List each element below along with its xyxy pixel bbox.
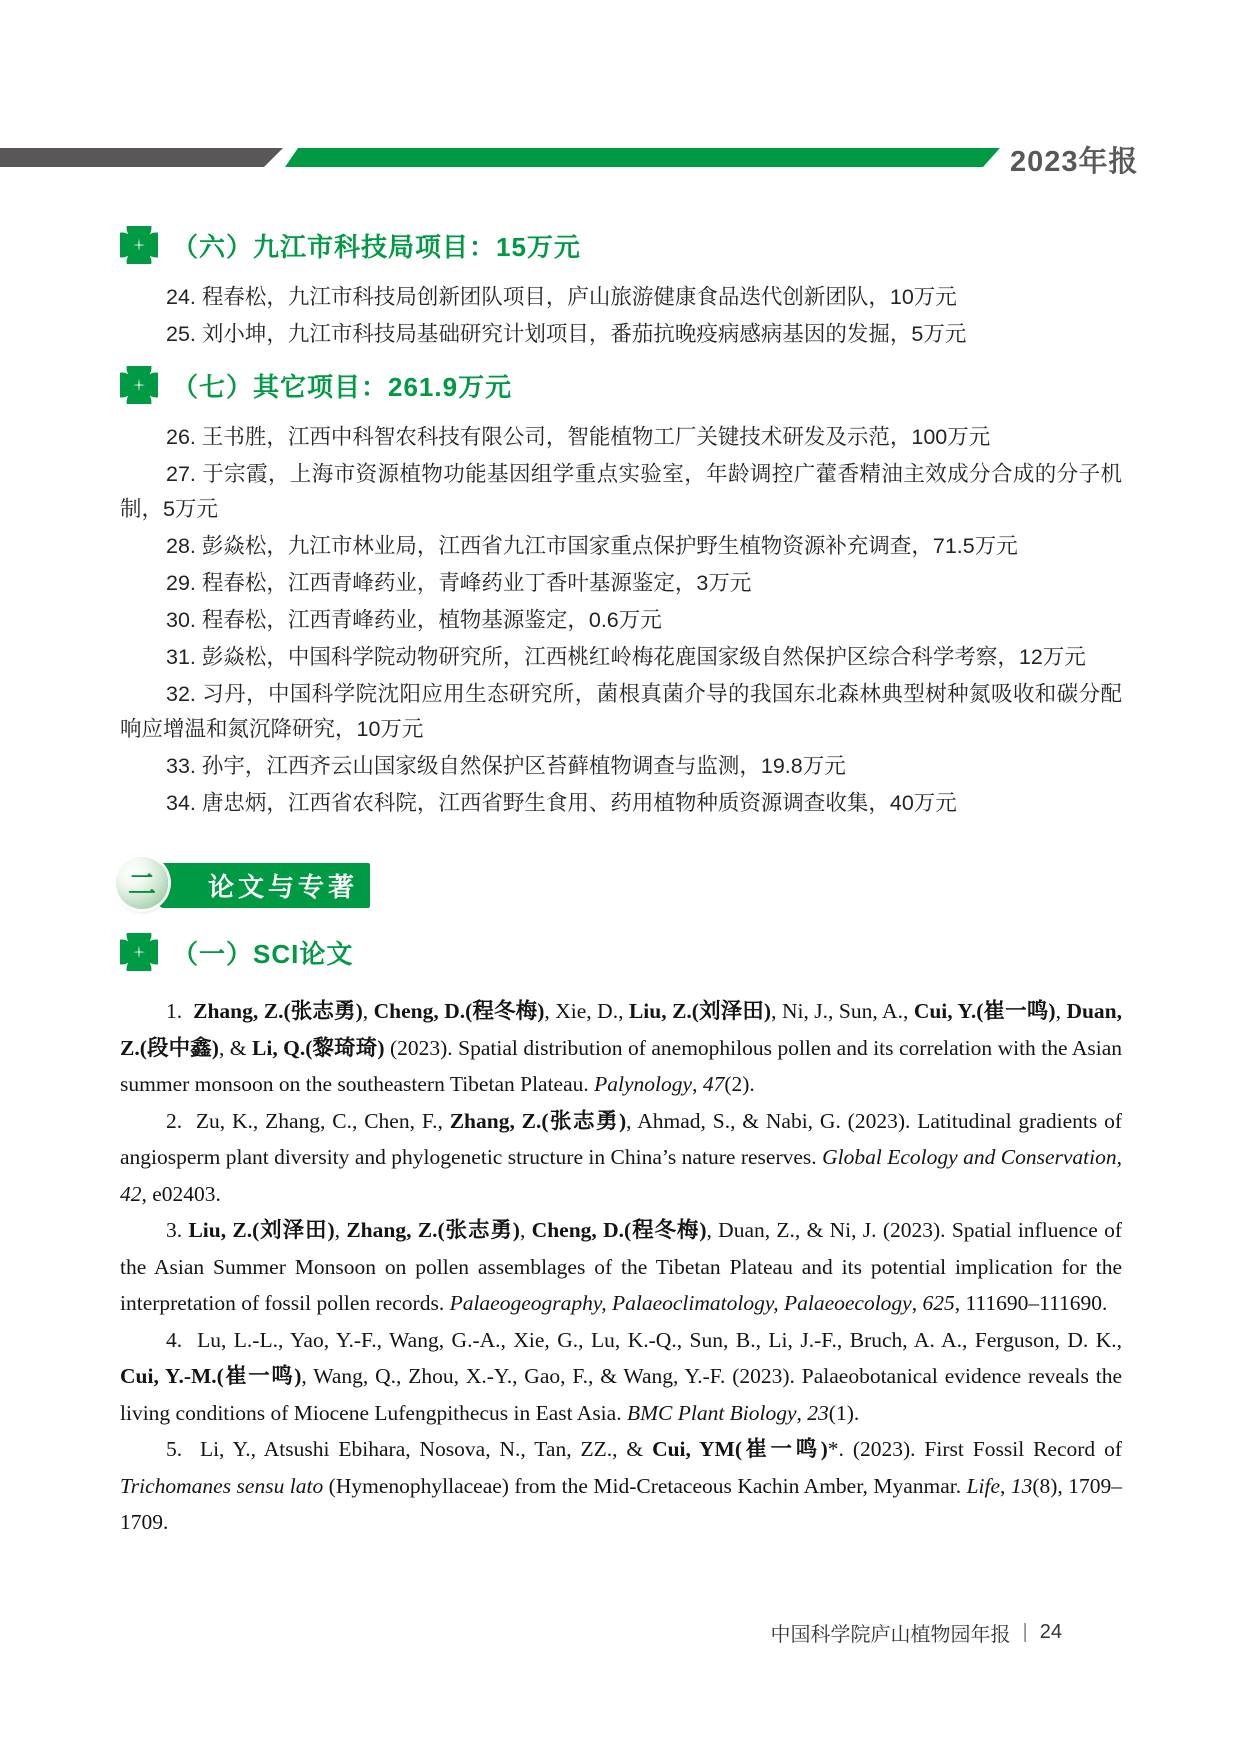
section-heading-text: （一）SCI论文 [172,938,354,969]
footer-separator: | [1022,1621,1028,1643]
clover-icon [120,226,158,264]
section-heading-sci [120,933,1122,971]
reference-item: 3. Liu, Z.(刘泽田), Zhang, Z.(张志勇), Cheng, D.(程冬梅), Duan, Z., & Ni, J. (2023). Spatial influence of the Asian Summer Monsoon on pollen assemblages of the Tibetan Plateau and its potential implication for the interpretation of fossil pollen records. Palaeogeography, Palaeoclimatology, Palaeoecology, 625, 111690–111690. [120,1218,1123,1315]
project-item: 33. 孙宇，江西齐云山国家级自然保护区苔藓植物调查与监测，19.8万元 [166,754,846,778]
clover-icon [120,366,158,404]
page-number: 24 [1039,1621,1062,1643]
project-item: 26. 王书胜，江西中科智农科技有限公司，智能植物工厂关键技术研发及示范，100万元 [166,425,991,449]
reference-item: 5. Li, Y., Atsushi Ebihara, Nosova, N., Tan, ZZ., & Cui, YM(崔一鸣)*. (2023). First Fossil Record of Trichomanes sensu lato (Hymenophyllaceae) from the Mid-Cretaceous Kachin Amber, Myanmar. Life, 13(8), 1709–1709. [120,1437,1122,1534]
project-list-six [120,280,1122,352]
project-item: 31. 彭焱松，中国科学院动物研究所，江西桃红岭梅花鹿国家级自然保护区综合科学考察，12万元 [166,645,1086,669]
reference-item: 1. Zhang, Z.(张志勇), Cheng, D.(程冬梅), Xie, D., Liu, Z.(刘泽田), Ni, J., Sun, A., Cui, Y.(崔一鸣), Duan, Z.(段中鑫), & Li, Q.(黎琦琦) (2023). Spatial distribution of anemophilous pollen and its correlation with the Asian summer monsoon on the southeastern Tibetan Plateau. Palynology, 47(2). [120,999,1123,1096]
section-heading-text: （六）九江市科技局项目：15万元 [172,231,581,262]
page-header [0,146,1240,178]
project-item: 25. 刘小坤，九江市科技局基础研究计划项目，番茄抗晚疫病感病基因的发掘，5万元 [166,322,967,346]
reference-item: 4. Lu, L.-L., Yao, Y.-F., Wang, G.-A., Xie, G., Lu, K.-Q., Sun, B., Li, J.-F., Bruch, A. A., Ferguson, D. K., Cui, Y.-M.(崔一鸣), Wang, Q., Zhou, X.-Y., Gao, F., & Wang, Y.-F. (2023). Palaeobotanical evidence reveals the living conditions of Miocene Lufengpithecus in East Asia. BMC Plant Biology, 23(1). [120,1327,1122,1425]
footer-label: 中国科学院庐山植物园年报 [770,1624,1011,1646]
section-jiujiang-projects [120,226,1122,352]
papers-section-banner [120,861,1122,911]
project-item: 32. 习丹，中国科学院沈阳应用生态研究所，菌根真菌介导的我国东北森林典型树种氮吸收和碳分配响应增温和氮沉降研究，10万元 [120,682,1122,741]
section-number-text: 二 [127,869,156,900]
reference-item: 2. Zu, K., Zhang, C., Chen, F., Zhang, Z.(张志勇), Ahmad, S., & Nabi, G. (2023). Latitudinal gradients of angiosperm plant diversity and phylogenetic structure in China’s nature reserves. Global Ecology and Conservation, 42, e02403. [120,1108,1123,1206]
section-number-badge [116,857,168,909]
page-footer [771,1618,1062,1647]
project-item: 27. 于宗霞，上海市资源植物功能基因组学重点实验室，年龄调控广藿香精油主效成分合成的分子机制，5万元 [120,462,1122,521]
report-year-title: 2023年报 [1010,146,1139,178]
header-gray-bar [0,148,283,167]
project-list-seven [120,420,1122,821]
clover-icon [120,933,158,971]
section-heading-seven [120,366,1122,404]
project-item: 24. 程春松，九江市科技局创新团队项目，庐山旅游健康食品迭代创新团队，10万元 [166,285,957,309]
project-item: 28. 彭焱松，九江市林业局，江西省九江市国家重点保护野生植物资源补充调查，71.5万元 [166,534,1018,558]
section-other-projects [120,366,1122,821]
project-item: 30. 程春松，江西青峰药业，植物基源鉴定，0.6万元 [166,608,662,632]
header-green-bar [285,148,1000,167]
banner-title-bar [158,863,370,908]
banner-title-text: 论文与专著 [208,872,359,902]
section-heading-text: （七）其它项目：261.9万元 [172,371,513,402]
project-item: 34. 唐忠炳，江西省农科院，江西省野生食用、药用植物种质资源调查收集，40万元 [166,791,957,815]
reference-list [120,993,1122,1541]
section-heading-six [120,226,1122,264]
project-item: 29. 程春松，江西青峰药业，青峰药业丁香叶基源鉴定，3万元 [166,571,752,595]
